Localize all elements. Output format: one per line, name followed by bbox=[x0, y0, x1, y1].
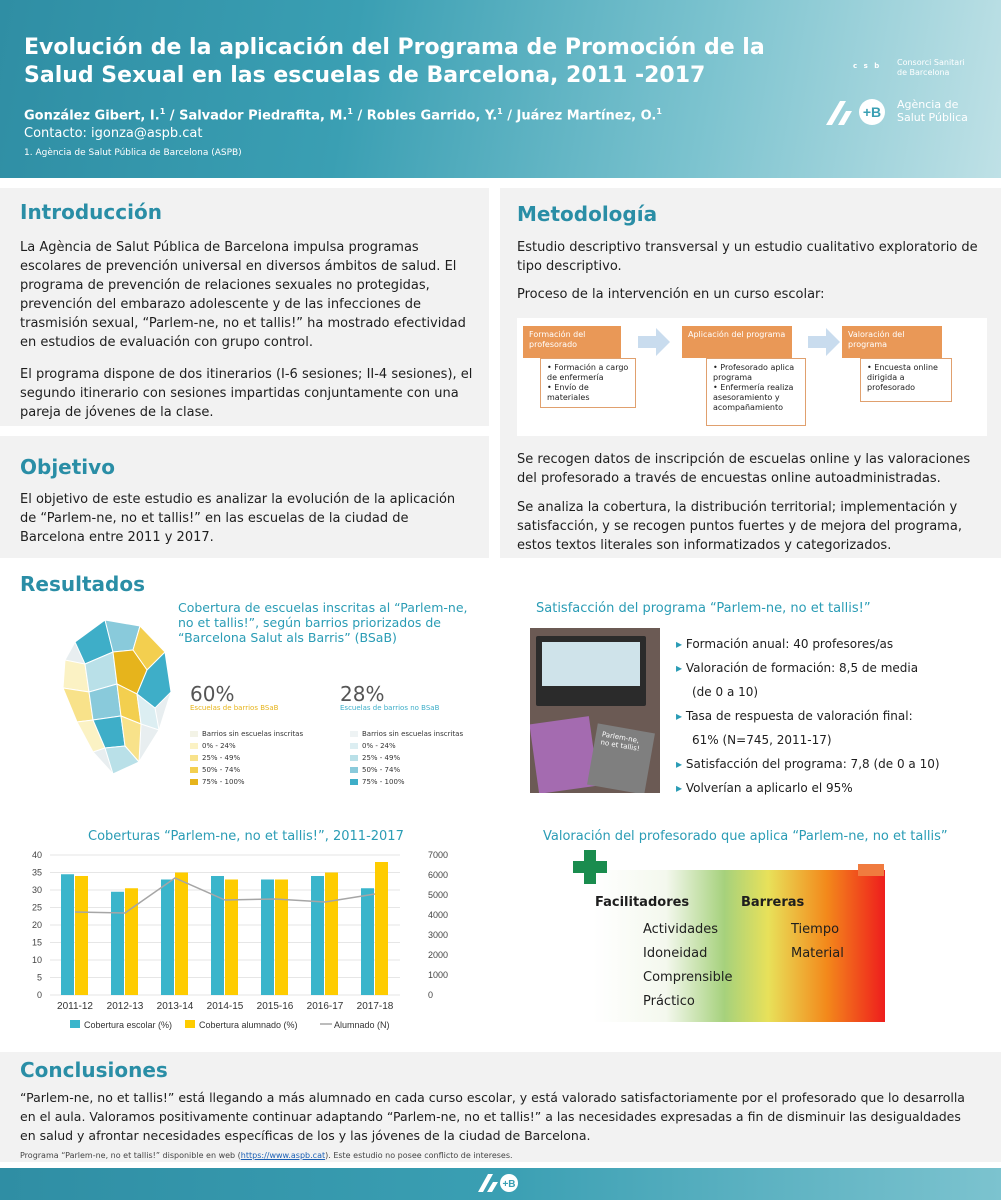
flow-step-1-head: Formación del profesorado bbox=[523, 326, 621, 358]
y-left-tick-label: 5 bbox=[36, 972, 42, 983]
bar-cobertura-escolar bbox=[261, 880, 274, 996]
bar-cobertura-escolar bbox=[361, 888, 374, 995]
y-left-tick-label: 30 bbox=[31, 885, 42, 895]
satisfaction-list bbox=[676, 632, 986, 800]
chart-legend-label: Cobertura alumnado (%) bbox=[199, 1020, 298, 1030]
legend-row bbox=[190, 776, 303, 788]
flow-step-1-item-1: • Formación a cargo de enfermería bbox=[547, 363, 629, 383]
author-affiliation-mark: 1 bbox=[497, 107, 503, 116]
facilitators-title: Facilitadores bbox=[595, 895, 690, 910]
facilitator-item: Comprensible bbox=[643, 970, 733, 985]
footer-logo-mark: +B bbox=[502, 1179, 516, 1190]
legend-row bbox=[350, 764, 463, 776]
affiliation-line: 1. Agència de Salut Pública de Barcelona (ASPB) bbox=[24, 148, 242, 158]
y-right-tick-label: 7000 bbox=[428, 850, 449, 860]
booklet-2: Parlem-ne, no et tallis! bbox=[587, 723, 655, 793]
legend-label: 25% - 49% bbox=[362, 754, 401, 762]
legend-row bbox=[190, 752, 303, 764]
legend-swatch bbox=[350, 779, 358, 785]
legend-swatch bbox=[350, 731, 358, 737]
author-affiliation-mark: 1 bbox=[159, 107, 166, 116]
legend-swatch bbox=[350, 767, 358, 773]
y-right-tick-label: 5000 bbox=[428, 890, 449, 900]
author-name: Juárez Martínez, O. bbox=[516, 108, 657, 124]
bar-cobertura-escolar bbox=[311, 876, 324, 995]
coverage-chart bbox=[20, 845, 480, 1045]
bar-cobertura-alumnado bbox=[225, 880, 238, 996]
results-title: Resultados bbox=[20, 572, 145, 596]
plus-icon bbox=[573, 850, 607, 884]
legend-label: 75% - 100% bbox=[362, 778, 405, 786]
author-separator: / bbox=[165, 108, 180, 124]
facilitator-item: Actividades bbox=[643, 922, 719, 937]
legend-label: 0% - 24% bbox=[202, 742, 236, 750]
map-title: Cobertura de escuelas inscritas al “Parlem-ne, no et tallis!”, según barrios priorizados de “Barcelona Salut als Barris” (BSaB) bbox=[178, 600, 468, 645]
legend-row bbox=[190, 740, 303, 752]
x-tick-label: 2014-15 bbox=[206, 1001, 244, 1012]
csb-logo-text: Consorci Sanitari de Barcelona bbox=[897, 58, 965, 77]
contact-line: Contacto: igonza@aspb.cat bbox=[24, 126, 203, 141]
bar-cobertura-escolar bbox=[61, 874, 74, 995]
poster-title: Evolución de la aplicación del Programa de Promoción de la Salud Sexual en las escuelas de Barcelona, 2011 -2017 bbox=[24, 35, 765, 88]
minus-icon bbox=[858, 864, 884, 876]
satisfaction-item: 61% (N=745, 2011-17) bbox=[692, 733, 832, 747]
footnote-post: ). Este estudio no posee conflicto de intereses. bbox=[325, 1151, 513, 1160]
x-tick-label: 2017-18 bbox=[356, 1001, 394, 1012]
author-affiliation-mark: 1 bbox=[656, 107, 662, 116]
laptop-screen bbox=[542, 642, 640, 686]
flow-step-3-item-1: • Encuesta online dirigida a profesorado bbox=[867, 363, 945, 393]
facilitator-item: Idoneidad bbox=[643, 946, 708, 961]
flow-step-3-head: Valoración del programa bbox=[842, 326, 942, 358]
satisfaction-item: ▸ Volverían a aplicarlo el 95% bbox=[676, 776, 986, 800]
flow-step-1-box bbox=[540, 358, 636, 408]
program-photo bbox=[530, 628, 660, 793]
author-name: Robles Garrido, Y. bbox=[366, 108, 498, 124]
author-separator: / bbox=[352, 108, 367, 124]
x-tick-label: 2012-13 bbox=[106, 1001, 144, 1012]
bar-cobertura-alumnado bbox=[375, 862, 388, 995]
intro-title: Introducción bbox=[20, 200, 162, 224]
legend-label: Barrios sin escuelas inscritas bbox=[362, 730, 464, 738]
bar-cobertura-alumnado bbox=[125, 888, 138, 995]
legend-label: 50% - 74% bbox=[202, 766, 241, 774]
chart-title: Coberturas “Parlem-ne, no et tallis!”, 2011-2017 bbox=[88, 829, 404, 844]
x-tick-label: 2011-12 bbox=[57, 1001, 93, 1012]
satisfaction-item: ▸ Satisfacción del programa: 7,8 (de 0 a 10) bbox=[676, 752, 986, 776]
satisfaction-item: (de 0 a 10) bbox=[692, 685, 759, 699]
pct-nobsab-label: Escuelas de barrios no BSaB bbox=[340, 704, 440, 712]
legend-swatch bbox=[190, 779, 198, 785]
facilitator-item: Práctico bbox=[643, 994, 695, 1009]
footnote-pre: Programa “Parlem-ne, no et tallis!” disponible en web ( bbox=[20, 1151, 241, 1160]
y-left-tick-label: 40 bbox=[31, 850, 42, 860]
legend-row bbox=[190, 764, 303, 776]
valoration-title: Valoración del profesorado que aplica “Parlem-ne, no et tallis” bbox=[543, 829, 948, 844]
methodology-paragraph-3: Se recogen datos de inscripción de escuelas online y las valoraciones del profesorado a través de encuestas online autoadministradas. bbox=[517, 452, 971, 486]
y-left-tick-label: 10 bbox=[31, 955, 42, 965]
bar-cobertura-escolar bbox=[211, 876, 224, 995]
author-affiliation-mark: 1 bbox=[347, 107, 353, 116]
chart-legend-label: Alumnado (N) bbox=[334, 1020, 390, 1030]
y-right-tick-label: 3000 bbox=[428, 930, 449, 940]
author-name: Salvador Piedrafita, M. bbox=[179, 108, 348, 124]
aspb-logo-text: Agència de Salut Pública bbox=[897, 98, 968, 124]
bar-cobertura-escolar bbox=[161, 880, 174, 996]
legend-row bbox=[350, 728, 463, 740]
barcelona-map bbox=[55, 612, 175, 782]
legend-row bbox=[350, 776, 463, 788]
chart-legend-swatch bbox=[185, 1020, 195, 1028]
bar-cobertura-alumnado bbox=[175, 873, 188, 996]
objective-paragraph: El objetivo de este estudio es analizar la evolución de la aplicación de “Parlem-ne, no et tallis!” en las escuelas de la ciudad de Barcelona entre 2011 y 2017. bbox=[20, 492, 456, 545]
legend-label: Barrios sin escuelas inscritas bbox=[202, 730, 304, 738]
legend-row bbox=[350, 740, 463, 752]
flow-step-2-item-2: • Enfermería realiza asesoramiento y acompañamiento bbox=[713, 383, 799, 413]
flow-arrow-2-icon bbox=[808, 328, 840, 356]
flow-step-1-item-2: • Envío de materiales bbox=[547, 383, 629, 403]
authors-line bbox=[24, 107, 662, 123]
methodology-paragraph-4: Se analiza la cobertura, la distribución territorial; implementación y satisfacción, y se recogen puntos fuertes y de mejora del programa, estos textos literales son informatizados y categorizados. bbox=[517, 500, 962, 553]
bar-cobertura-escolar bbox=[111, 892, 124, 995]
footer-aspb-logo-icon bbox=[476, 1172, 520, 1194]
satisfaction-item: ▸ Formación anual: 40 profesores/as bbox=[676, 632, 986, 656]
pct-bsab-label: Escuelas de barrios BSaB bbox=[190, 704, 279, 712]
legend-label: 50% - 74% bbox=[362, 766, 401, 774]
legend-bsab bbox=[190, 728, 303, 788]
flow-arrow-1-icon bbox=[638, 328, 670, 356]
y-right-tick-label: 1000 bbox=[428, 970, 449, 980]
y-left-tick-label: 15 bbox=[31, 937, 42, 948]
y-left-tick-label: 20 bbox=[31, 920, 42, 930]
barriers-title: Barreras bbox=[741, 895, 805, 910]
y-left-tick-label: 25 bbox=[31, 902, 42, 913]
y-right-tick-label: 6000 bbox=[428, 870, 449, 880]
intro-paragraph-1: La Agència de Salut Pública de Barcelona impulsa programas escolares de prevención universal en diversos ámbitos de salud. El programa de prevención de relaciones sexuales no protegidas, prevención del embarazo adolescente y de las infecciones de trasmisión sexual, “Parlem-ne, no et tallis!” ha mostrado efectividad en estudios de evaluación con grupo control. bbox=[20, 240, 466, 350]
bar-cobertura-alumnado bbox=[325, 873, 338, 996]
legend-swatch bbox=[350, 743, 358, 749]
pct-nobsab: 28% bbox=[340, 682, 385, 706]
bar-cobertura-alumnado bbox=[275, 880, 288, 996]
legend-label: 75% - 100% bbox=[202, 778, 245, 786]
legend-swatch bbox=[190, 755, 198, 761]
pct-bsab: 60% bbox=[190, 682, 235, 706]
legend-swatch bbox=[350, 755, 358, 761]
methodology-paragraph-1: Estudio descriptivo transversal y un estudio cualitativo exploratorio de tipo descriptivo. bbox=[517, 240, 978, 274]
barrier-item: Material bbox=[791, 946, 844, 961]
y-left-tick-label: 0 bbox=[36, 990, 42, 1000]
aspb-logo-icon bbox=[824, 97, 888, 131]
footnote bbox=[20, 1151, 513, 1160]
methodology-paragraph-2: Proceso de la intervención en un curso escolar: bbox=[517, 287, 825, 302]
conclusions-paragraph: “Parlem-ne, no et tallis!” está llegando a más alumnado en cada curso escolar, y está valorado satisfactoriamente por el profesorado que lo desarrolla en el aula. Valoramos positivamente continuar adaptando “Parlem-ne, no et tallis!” a las necesidades expresadas a fin de disminuir las desigualdades en salud y afrontar necesidades específicas de los y las jóvenes de la ciudad de Barcelona. bbox=[20, 1090, 965, 1143]
y-left-tick-label: 35 bbox=[31, 867, 42, 878]
objective-title: Objetivo bbox=[20, 455, 115, 479]
satisfaction-item: ▸ Valoración de formación: 8,5 de media bbox=[676, 656, 986, 680]
legend-nobsab bbox=[350, 728, 463, 788]
barriers-list bbox=[791, 918, 844, 966]
facilitators-list bbox=[643, 918, 733, 1014]
legend-row bbox=[190, 728, 303, 740]
x-tick-label: 2015-16 bbox=[256, 1001, 294, 1012]
footnote-link[interactable]: https://www.aspb.cat bbox=[240, 1151, 326, 1160]
flow-step-2-box bbox=[706, 358, 806, 426]
satisfaction-item: ▸ Tasa de respuesta de valoración final: bbox=[676, 704, 986, 728]
chart-legend-label: Cobertura escolar (%) bbox=[84, 1020, 173, 1030]
flow-step-2-item-1: • Profesorado aplica programa bbox=[713, 363, 799, 383]
y-right-tick-label: 2000 bbox=[428, 950, 449, 960]
barrier-item: Tiempo bbox=[791, 922, 840, 937]
satisfaction-title: Satisfacción del programa “Parlem-ne, no et tallis!” bbox=[536, 601, 871, 616]
chart-legend-swatch bbox=[70, 1020, 80, 1028]
flow-step-3-box bbox=[860, 358, 952, 402]
legend-swatch bbox=[190, 731, 198, 737]
legend-label: 25% - 49% bbox=[202, 754, 241, 762]
y-right-tick-label: 4000 bbox=[428, 910, 449, 920]
x-tick-label: 2016-17 bbox=[306, 1001, 344, 1012]
bar-cobertura-alumnado bbox=[75, 876, 88, 995]
intro-paragraph-2: El programa dispone de dos itinerarios (I-6 sesiones; II-4 sesiones), el segundo itinerario con sesiones impartidas conjuntamente con una pareja de jóvenes de la clase. bbox=[20, 367, 473, 420]
methodology-title: Metodología bbox=[517, 202, 658, 226]
flow-step-2-head: Aplicación del programa bbox=[682, 326, 792, 358]
x-tick-label: 2013-14 bbox=[156, 1001, 194, 1012]
legend-swatch bbox=[190, 767, 198, 773]
legend-swatch bbox=[190, 743, 198, 749]
csb-logo-mark: c s b bbox=[853, 62, 882, 70]
conclusions-title: Conclusiones bbox=[20, 1058, 168, 1082]
aspb-logo-mark: +B bbox=[862, 104, 882, 120]
legend-row bbox=[350, 752, 463, 764]
author-name: González Gibert, I. bbox=[24, 108, 160, 124]
author-separator: / bbox=[502, 108, 517, 124]
legend-label: 0% - 24% bbox=[362, 742, 396, 750]
y-right-tick-label: 0 bbox=[428, 990, 434, 1000]
